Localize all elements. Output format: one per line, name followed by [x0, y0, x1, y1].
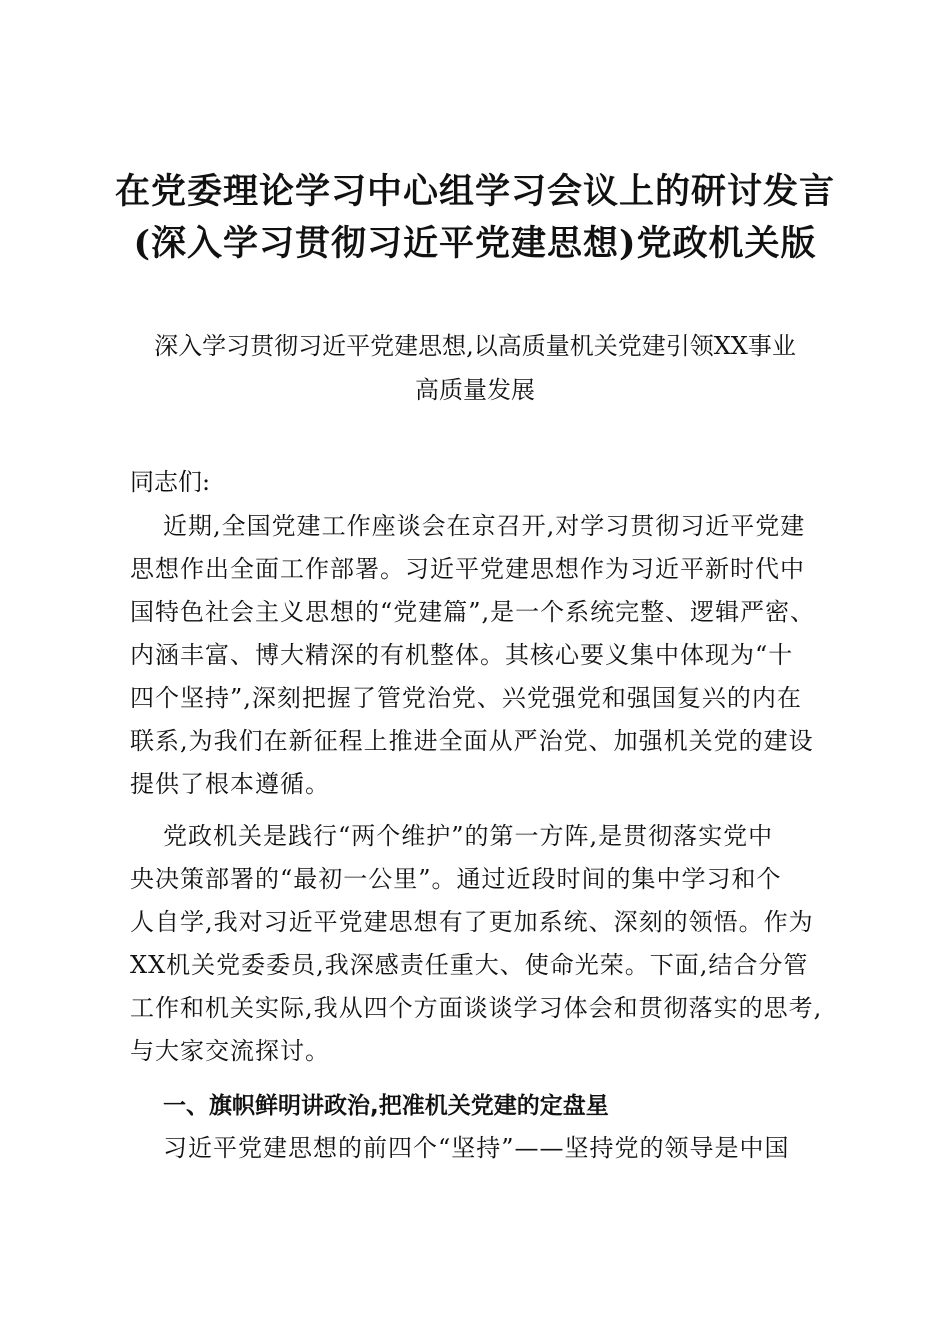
paragraph-1-line: 国特色社会主义思想的“党建篇”,是一个系统完整、逻辑严密、	[130, 598, 816, 626]
paragraph-1-line: 联系,为我们在新征程上推进全面从严治党、加强机关党的建设	[130, 727, 814, 755]
document-subtitle-line-1: 深入学习贯彻习近平党建思想,以高质量机关党建引领XX事业	[154, 332, 796, 360]
paragraph-2-line: 党政机关是践行“两个维护”的第一方阵,是贯彻落实党中	[163, 822, 774, 850]
paragraph-1-line: 提供了根本遵循。	[130, 770, 330, 798]
section-1-first-line: 习近平党建思想的前四个“坚持”——坚持党的领导是中国	[163, 1134, 790, 1162]
paragraph-1-line: 近期,全国党建工作座谈会在京召开,对学习贯彻习近平党建	[163, 512, 806, 540]
section-heading-1: 一、旗帜鲜明讲政治,把准机关党建的定盘星	[163, 1093, 609, 1119]
salutation: 同志们:	[130, 468, 211, 496]
paragraph-1-line: 四个坚持”,深刻把握了管党治党、兴党强党和强国复兴的内在	[130, 684, 802, 712]
paragraph-1-line: 思想作出全面工作部署。习近平党建思想作为习近平新时代中	[130, 555, 805, 583]
paragraph-2-line: 工作和机关实际,我从四个方面谈谈学习体会和贯彻落实的思考,	[130, 994, 823, 1022]
document-subtitle-line-2: 高质量发展	[415, 376, 535, 404]
paragraph-2-line: XX机关党委委员,我深感责任重大、使命光荣。下面,结合分管	[130, 951, 809, 979]
document-title-line-2: (深入学习贯彻习近平党建思想)党政机关版	[133, 223, 817, 264]
document-title-line-1: 在党委理论学习中心组学习会议上的研讨发言	[114, 171, 835, 212]
paragraph-1-line: 内涵丰富、博大精深的有机整体。其核心要义集中体现为“十	[130, 641, 794, 669]
paragraph-2-line: 央决策部署的“最初一公里”。通过近段时间的集中学习和个	[130, 865, 782, 893]
paragraph-2-line: 人自学,我对习近平党建思想有了更加系统、深刻的领悟。作为	[130, 908, 814, 936]
paragraph-2-line: 与大家交流探讨。	[130, 1037, 330, 1065]
